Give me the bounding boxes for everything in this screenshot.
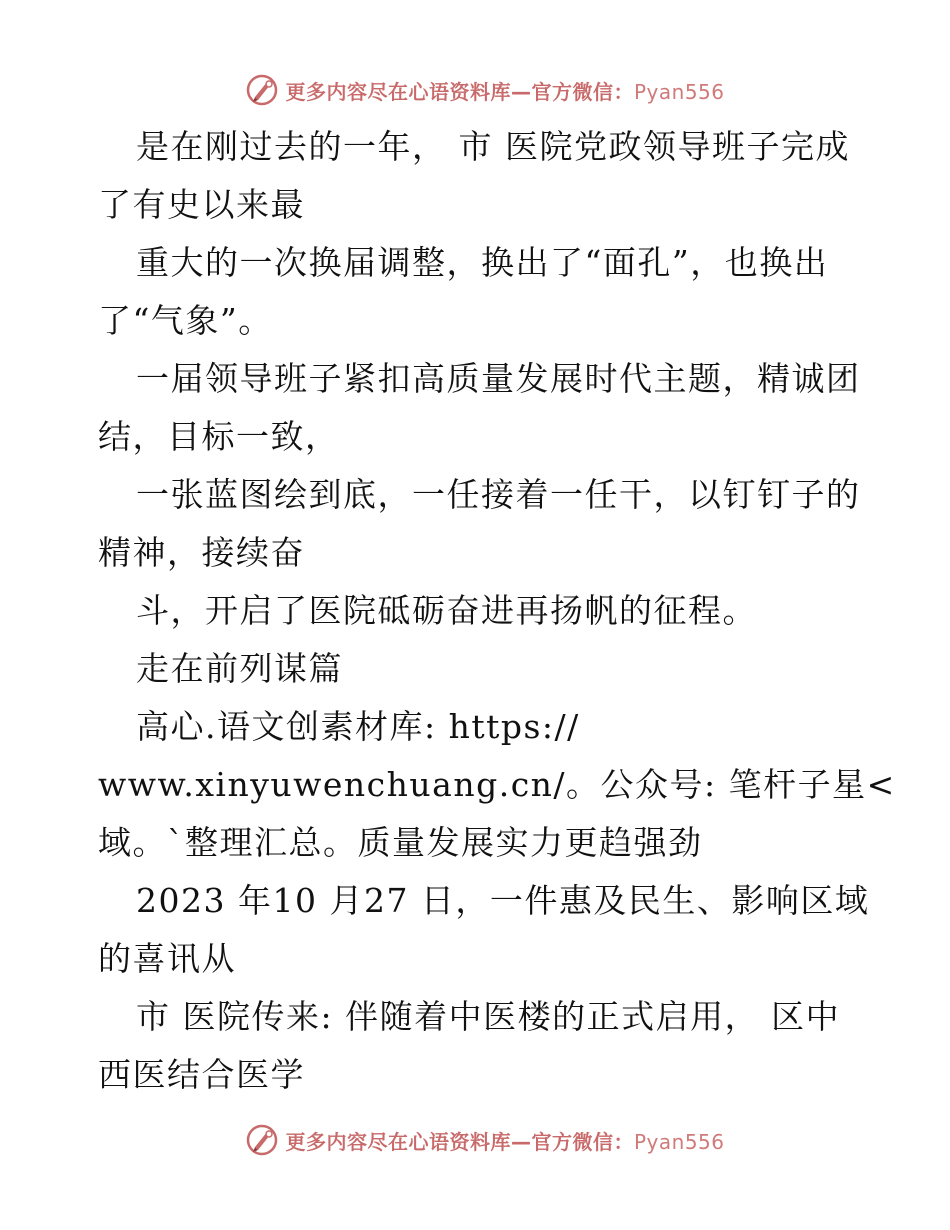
header-banner bbox=[0, 70, 950, 110]
text-line: 走在前列谋篇 bbox=[136, 649, 343, 688]
footer-banner bbox=[0, 1120, 950, 1160]
text-line: www.xinyuwenchuang.cn/。公众号: 笔杆子星< bbox=[98, 765, 896, 804]
text-line: 高心.语文创素材库: https:// bbox=[136, 707, 580, 746]
header-banner-wechat: Pyan556 bbox=[633, 79, 725, 104]
footer-banner-text: 更多内容尽在心语资料库—官方微信：Pyan556 bbox=[285, 1129, 725, 1154]
text-line: 2023 年10 月27 日，一件惠及民生、影响区域 bbox=[136, 881, 870, 920]
text-line: 结，目标一致， bbox=[98, 417, 340, 456]
text-line: 一张蓝图绘到底，一任接着一任干，以钉钉子的 bbox=[136, 475, 861, 514]
pen-logo-icon bbox=[245, 73, 279, 107]
text-line: 一届领导班子紧扣高质量发展时代主题，精诚团 bbox=[136, 359, 861, 398]
text-line: 了有史以来最 bbox=[98, 185, 305, 224]
document-body bbox=[98, 118, 896, 1104]
text-line: 斗，开启了医院砥砺奋进再扬帆的征程。 bbox=[136, 591, 757, 630]
text-line: 西医结合医学 bbox=[98, 1055, 305, 1094]
text-line: 市 医院传来: 伴随着中医楼的正式启用， 区中 bbox=[136, 997, 841, 1036]
footer-banner-content bbox=[245, 1123, 724, 1157]
text-line: 域。`整理汇总。质量发展实力更趋强劲 bbox=[98, 823, 703, 862]
header-banner-content bbox=[245, 73, 724, 107]
pen-logo-icon bbox=[245, 1123, 279, 1157]
text-line: 的喜讯从 bbox=[98, 939, 236, 978]
text-line: 重大的一次换届调整，换出了“面孔”，也换出 bbox=[136, 243, 829, 282]
text-line: 了“气象”。 bbox=[98, 301, 273, 340]
text-line: 精神，接续奋 bbox=[98, 533, 305, 572]
header-banner-text: 更多内容尽在心语资料库—官方微信：Pyan556 bbox=[285, 79, 725, 104]
text-line: 是在刚过去的一年， 市 医院党政领导班子完成 bbox=[136, 127, 850, 166]
footer-banner-wechat: Pyan556 bbox=[633, 1129, 725, 1154]
